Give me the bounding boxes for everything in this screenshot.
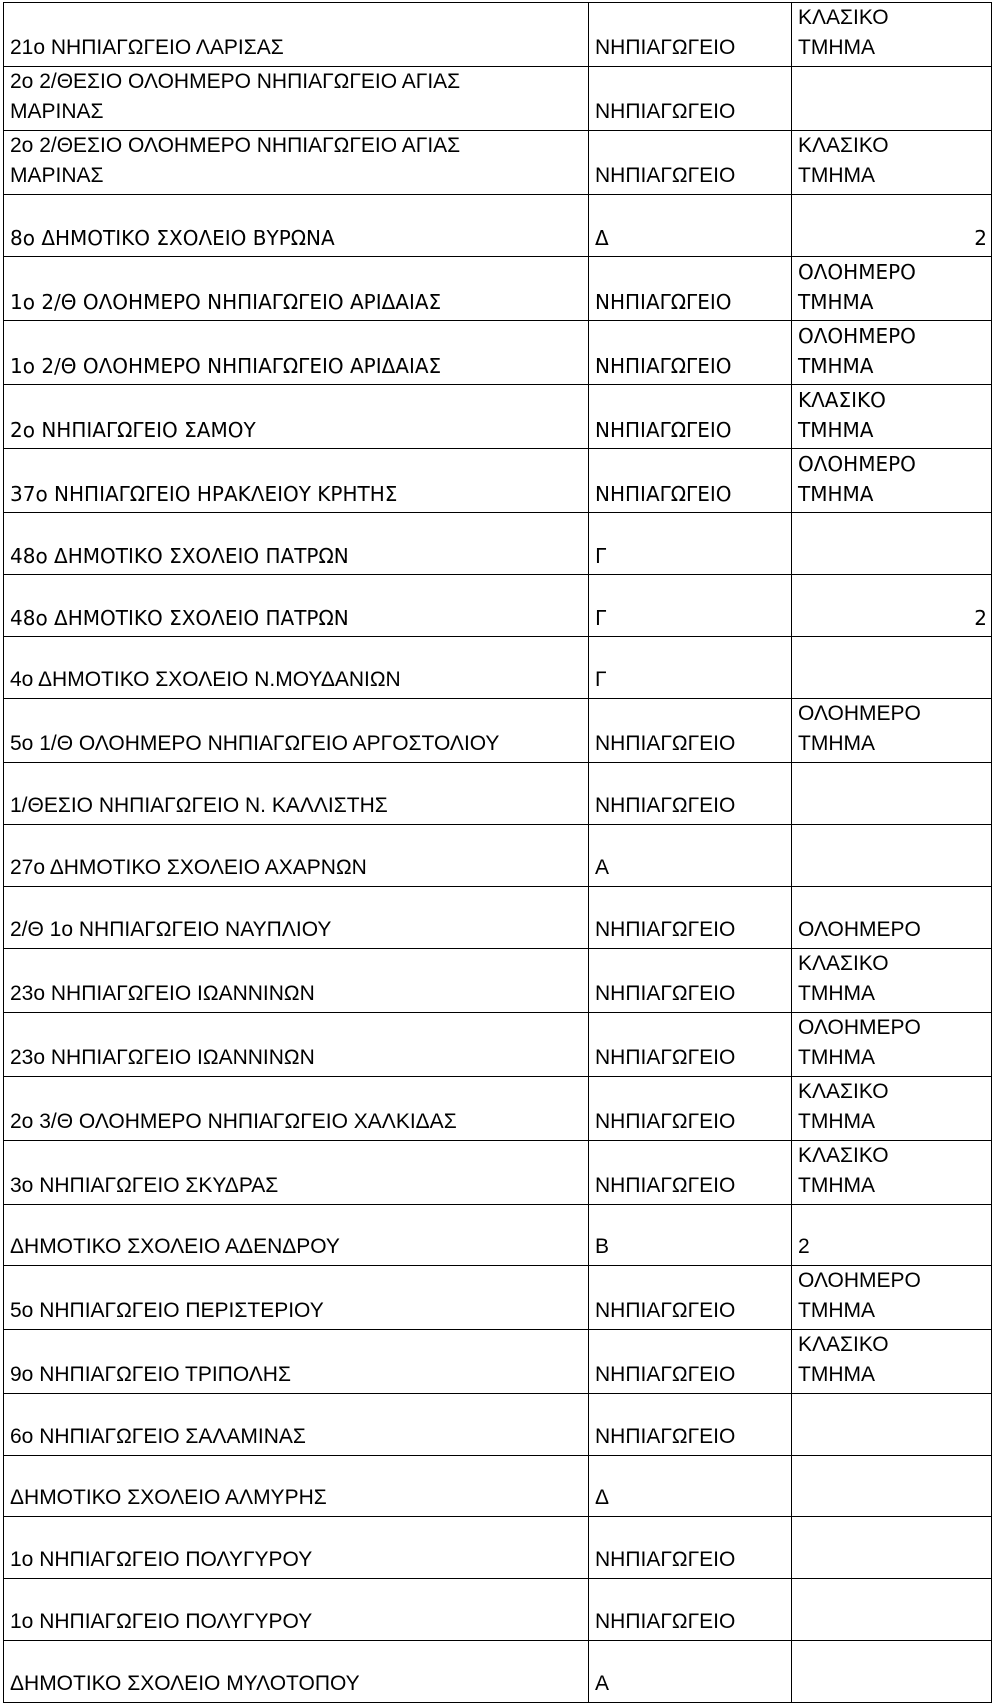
table-row [4,67,992,131]
section-cell: ΚΛΑΣΙΚΟ ΤΜΗΜΑ [792,385,992,449]
school-type-cell: ΝΗΠΙΑΓΩΓΕΙΟ [589,1394,792,1456]
section-cell [792,67,992,131]
school-name-cell: 23ο ΝΗΠΙΑΓΩΓΕΙΟ ΙΩΑΝΝΙΝΩΝ [4,1013,589,1077]
section-cell [792,1456,992,1517]
section-cell [792,763,992,825]
table-row [4,949,992,1013]
school-name-cell: 6ο ΝΗΠΙΑΓΩΓΕΙΟ ΣΑΛΑΜΙΝΑΣ [4,1394,589,1456]
school-type-cell: Δ [589,195,792,257]
section-cell: ΟΛΟΗΜΕΡΟ ΤΜΗΜΑ [792,257,992,321]
school-name-cell: 1ο 2/Θ ΟΛΟΗΜΕΡΟ ΝΗΠΙΑΓΩΓΕΙΟ ΑΡΙΔΑΙΑΣ [4,257,589,321]
school-type-cell: ΝΗΠΙΑΓΩΓΕΙΟ [589,321,792,385]
table-row [4,887,992,949]
school-type-cell: ΝΗΠΙΑΓΩΓΕΙΟ [589,257,792,321]
school-name-cell: 2ο 3/Θ ΟΛΟΗΜΕΡΟ ΝΗΠΙΑΓΩΓΕΙΟ ΧΑΛΚΙΔΑΣ [4,1077,589,1141]
table-row [4,321,992,385]
school-name-cell: 2/Θ 1ο ΝΗΠΙΑΓΩΓΕΙΟ ΝΑΥΠΛΙΟΥ [4,887,589,949]
school-type-cell: ΝΗΠΙΑΓΩΓΕΙΟ [589,67,792,131]
school-type-cell: Δ [589,1456,792,1517]
school-type-cell: ΝΗΠΙΑΓΩΓΕΙΟ [589,949,792,1013]
school-type-cell: ΝΗΠΙΑΓΩΓΕΙΟ [589,449,792,513]
school-name-cell: ΔΗΜΟΤΙΚΟ ΣΧΟΛΕΙΟ ΑΛΜΥΡΗΣ [4,1456,589,1517]
section-cell: ΚΛΑΣΙΚΟ ΤΜΗΜΑ [792,949,992,1013]
school-type-cell: Α [589,825,792,887]
table-row [4,513,992,575]
table-row [4,1266,992,1330]
section-cell: ΚΛΑΣΙΚΟ ΤΜΗΜΑ [792,131,992,195]
table-row [4,825,992,887]
table-row [4,449,992,513]
table-row [4,385,992,449]
table-row [4,763,992,825]
school-type-cell: ΝΗΠΙΑΓΩΓΕΙΟ [589,1013,792,1077]
section-cell [792,1579,992,1641]
school-type-cell: ΝΗΠΙΑΓΩΓΕΙΟ [589,1330,792,1394]
school-type-cell: ΝΗΠΙΑΓΩΓΕΙΟ [589,131,792,195]
section-cell [792,513,992,575]
school-type-cell: ΝΗΠΙΑΓΩΓΕΙΟ [589,385,792,449]
school-name-cell: 1ο 2/Θ ΟΛΟΗΜΕΡΟ ΝΗΠΙΑΓΩΓΕΙΟ ΑΡΙΔΑΙΑΣ [4,321,589,385]
schools-table [3,2,992,1703]
school-name-cell: 2ο 2/ΘΕΣΙΟ ΟΛΟΗΜΕΡΟ ΝΗΠΙΑΓΩΓΕΙΟ ΑΓΙΑΣ ΜΑΡΙΝΑΣ [4,67,589,131]
table-row [4,1077,992,1141]
table-row [4,257,992,321]
school-name-cell: 2ο ΝΗΠΙΑΓΩΓΕΙΟ ΣΑΜΟΥ [4,385,589,449]
section-cell [792,637,992,699]
section-cell: ΟΛΟΗΜΕΡΟ ΤΜΗΜΑ [792,321,992,385]
table-row [4,195,992,257]
table-row [4,1579,992,1641]
school-name-cell: ΔΗΜΟΤΙΚΟ ΣΧΟΛΕΙΟ ΜΥΛΟΤΟΠΟΥ [4,1641,589,1703]
table-row [4,1013,992,1077]
table-row [4,3,992,67]
section-cell: ΚΛΑΣΙΚΟ ΤΜΗΜΑ [792,1077,992,1141]
school-type-cell: ΝΗΠΙΑΓΩΓΕΙΟ [589,1266,792,1330]
table-row [4,699,992,763]
section-cell: ΟΛΟΗΜΕΡΟ ΤΜΗΜΑ [792,699,992,763]
school-type-cell: ΝΗΠΙΑΓΩΓΕΙΟ [589,1077,792,1141]
school-type-cell: Γ [589,513,792,575]
table-row [4,1456,992,1517]
section-cell [792,1517,992,1579]
school-type-cell: ΝΗΠΙΑΓΩΓΕΙΟ [589,3,792,67]
school-name-cell: 5ο 1/Θ ΟΛΟΗΜΕΡΟ ΝΗΠΙΑΓΩΓΕΙΟ ΑΡΓΟΣΤΟΛΙΟΥ [4,699,589,763]
school-type-cell: ΝΗΠΙΑΓΩΓΕΙΟ [589,699,792,763]
section-cell: ΚΛΑΣΙΚΟ ΤΜΗΜΑ [792,1141,992,1205]
school-name-cell: 3ο ΝΗΠΙΑΓΩΓΕΙΟ ΣΚΥΔΡΑΣ [4,1141,589,1205]
section-cell: ΚΛΑΣΙΚΟ ΤΜΗΜΑ [792,3,992,67]
section-cell: ΟΛΟΗΜΕΡΟ ΤΜΗΜΑ [792,449,992,513]
school-name-cell: 27ο ΔΗΜΟΤΙΚΟ ΣΧΟΛΕΙΟ ΑΧΑΡΝΩΝ [4,825,589,887]
section-cell: 2 [792,575,992,637]
section-cell [792,1641,992,1703]
school-type-cell: ΝΗΠΙΑΓΩΓΕΙΟ [589,1517,792,1579]
table-row [4,1330,992,1394]
section-cell: ΟΛΟΗΜΕΡΟ ΤΜΗΜΑ [792,1266,992,1330]
school-type-cell: ΝΗΠΙΑΓΩΓΕΙΟ [589,1579,792,1641]
school-name-cell: 4ο ΔΗΜΟΤΙΚΟ ΣΧΟΛΕΙΟ Ν.ΜΟΥΔΑΝΙΩΝ [4,637,589,699]
school-name-cell: 5ο ΝΗΠΙΑΓΩΓΕΙΟ ΠΕΡΙΣΤΕΡΙΟΥ [4,1266,589,1330]
table-row [4,575,992,637]
school-type-cell: ΝΗΠΙΑΓΩΓΕΙΟ [589,763,792,825]
table-row [4,637,992,699]
school-name-cell: 8ο ΔΗΜΟΤΙΚΟ ΣΧΟΛΕΙΟ ΒΥΡΩΝΑ [4,195,589,257]
table-row [4,1141,992,1205]
table-row [4,1641,992,1703]
school-name-cell: 1/ΘΕΣΙΟ ΝΗΠΙΑΓΩΓΕΙΟ Ν. ΚΑΛΛΙΣΤΗΣ [4,763,589,825]
school-type-cell: Β [589,1205,792,1266]
school-name-cell: 48ο ΔΗΜΟΤΙΚΟ ΣΧΟΛΕΙΟ ΠΑΤΡΩΝ [4,575,589,637]
table-row [4,131,992,195]
school-name-cell: 37ο ΝΗΠΙΑΓΩΓΕΙΟ ΗΡΑΚΛΕΙΟΥ ΚΡΗΤΗΣ [4,449,589,513]
school-name-cell: 48ο ΔΗΜΟΤΙΚΟ ΣΧΟΛΕΙΟ ΠΑΤΡΩΝ [4,513,589,575]
school-name-cell: 1ο ΝΗΠΙΑΓΩΓΕΙΟ ΠΟΛΥΓΥΡΟΥ [4,1517,589,1579]
section-cell [792,825,992,887]
school-name-cell: 9ο ΝΗΠΙΑΓΩΓΕΙΟ ΤΡΙΠΟΛΗΣ [4,1330,589,1394]
school-name-cell: 21ο ΝΗΠΙΑΓΩΓΕΙΟ ΛΑΡΙΣΑΣ [4,3,589,67]
section-cell: ΟΛΟΗΜΕΡΟ ΤΜΗΜΑ [792,1013,992,1077]
section-cell: ΚΛΑΣΙΚΟ ΤΜΗΜΑ [792,1330,992,1394]
table-row [4,1517,992,1579]
section-cell: 2 [792,1205,992,1266]
section-cell: ΟΛΟΗΜΕΡΟ [792,887,992,949]
school-type-cell: Α [589,1641,792,1703]
school-name-cell: 2ο 2/ΘΕΣΙΟ ΟΛΟΗΜΕΡΟ ΝΗΠΙΑΓΩΓΕΙΟ ΑΓΙΑΣ ΜΑΡΙΝΑΣ [4,131,589,195]
table-row [4,1394,992,1456]
school-name-cell: ΔΗΜΟΤΙΚΟ ΣΧΟΛΕΙΟ ΑΔΕΝΔΡΟΥ [4,1205,589,1266]
school-type-cell: Γ [589,575,792,637]
school-type-cell: ΝΗΠΙΑΓΩΓΕΙΟ [589,887,792,949]
school-type-cell: Γ [589,637,792,699]
schools-table-body [4,3,992,1703]
school-name-cell: 1ο ΝΗΠΙΑΓΩΓΕΙΟ ΠΟΛΥΓΥΡΟΥ [4,1579,589,1641]
table-row [4,1205,992,1266]
school-type-cell: ΝΗΠΙΑΓΩΓΕΙΟ [589,1141,792,1205]
school-name-cell: 23ο ΝΗΠΙΑΓΩΓΕΙΟ ΙΩΑΝΝΙΝΩΝ [4,949,589,1013]
section-cell [792,1394,992,1456]
section-cell: 2 [792,195,992,257]
